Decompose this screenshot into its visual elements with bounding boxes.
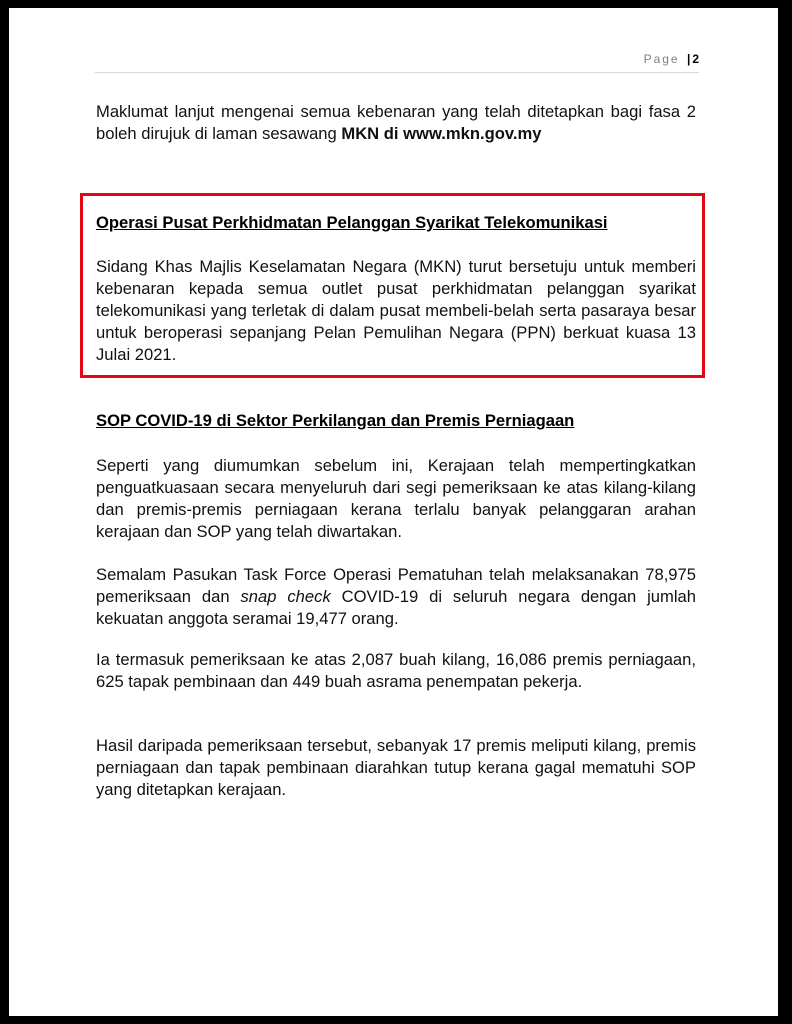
section1-heading: Operasi Pusat Perkhidmatan Pelanggan Syarikat Telekomunikasi — [96, 213, 608, 232]
page-number: 2 — [692, 52, 699, 66]
page-header — [95, 52, 699, 66]
section2-paragraph-4: Hasil daripada pemeriksaan tersebut, sebanyak 17 premis meliputi kilang, premis perniagaan dan tapak pembinaan diarahkan tutup kerana gagal mematuhi SOP yang ditetapkan kerajaan. — [96, 736, 696, 799]
intro-text: Maklumat lanjut mengenai semua kebenaran yang telah ditetapkan bagi fasa 2 boleh dirujuk di laman sesawang — [96, 102, 696, 143]
section2-paragraph-3: Ia termasuk pemeriksaan ke atas 2,087 buah kilang, 16,086 premis perniagaan, 625 tapak pembinaan dan 449 buah asrama penempatan pekerja. — [96, 650, 696, 691]
section1-body: Sidang Khas Majlis Keselamatan Negara (MKN) turut bersetuju untuk memberi kebenaran kepada semua outlet pusat perkhidmatan pelanggan syarikat telekomunikasi yang terletak di dalam pusat membeli-belah serta pasaraya besar untuk beroperasi sepanjang Pelan Pemulihan Negara (PPN) berkuat kuasa 13 Julai 2021. — [96, 257, 696, 364]
para2-italic-term: snap check — [240, 587, 331, 606]
header-divider — [95, 72, 699, 73]
section2-paragraph-2 — [96, 564, 696, 630]
section2-heading: SOP COVID-19 di Sektor Perkilangan dan Premis Perniagaan — [96, 411, 575, 430]
para2-text-before: Semalam Pasukan Task Force Operasi Pematuhan telah melaksanakan 78,975 pemeriksaan dan — [96, 565, 696, 606]
page-label: Page — [643, 52, 680, 66]
section2-paragraph-1: Seperti yang diumumkan sebelum ini, Kerajaan telah mempertingkatkan penguatkuasaan secara menyeluruh dari segi pemeriksaan ke atas kilang-kilang dan premis-premis perniagaan kerana terlalu banyak pelanggaran arahan kerajaan dan SOP yang telah diwartakan. — [96, 456, 696, 541]
intro-paragraph — [96, 101, 696, 145]
page-separator: | — [686, 52, 691, 66]
para2-text-after: COVID-19 di seluruh negara dengan jumlah kekuatan anggota seramai 19,477 orang. — [96, 587, 696, 628]
intro-bold-link: MKN di www.mkn.gov.my — [341, 124, 542, 143]
